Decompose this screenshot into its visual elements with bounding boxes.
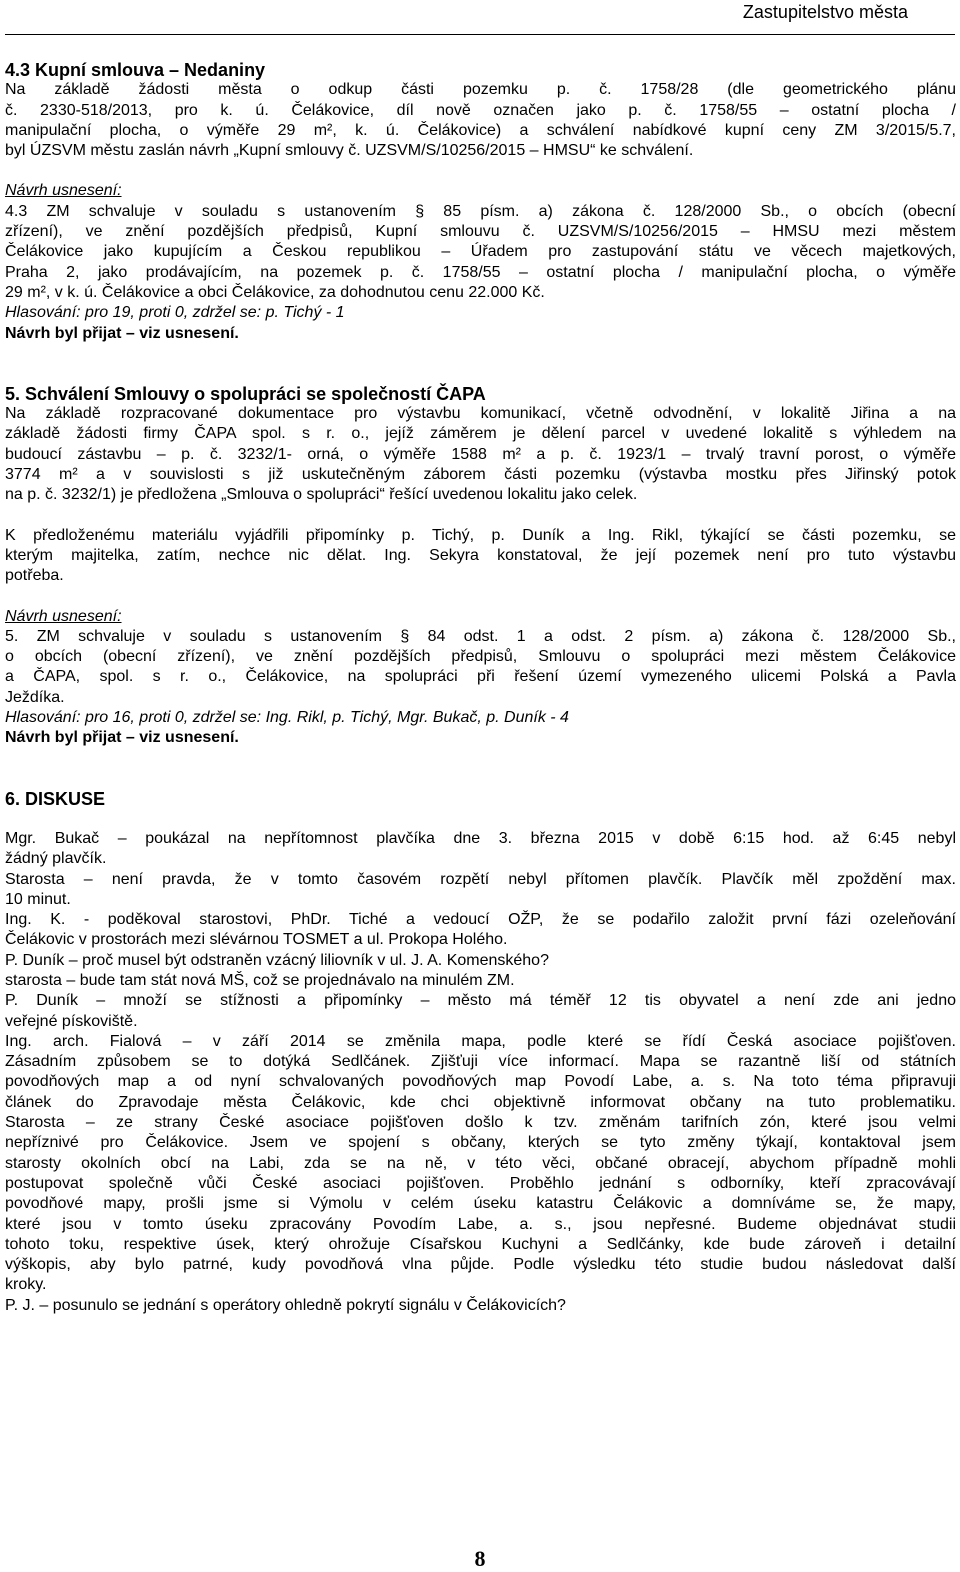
resolution-line: Ježdíka. [5, 688, 65, 706]
section-5-body-line: na p. č. 3232/1) je předložena „Smlouva o spolupráci“ řešící uvedenou lokalitu jako celek. [5, 486, 638, 504]
section-4-3-body-line: manipulační plocha, o výměře 29 m², k. ú. Čelákovice) a schválení nabídkové kupní ceny ZM 3/2015/5.7, [5, 121, 956, 139]
discussion-line: Čelákovic v prostorách mezi slévárnou TOSMET a ul. Prokopa Holého. [5, 931, 508, 949]
discussion-line: Ing. arch. Fialová – v září 2014 se změnila mapa, podle které se řídí Česká asociace pojišťoven. [5, 1032, 956, 1050]
resolution-line: Čelákovice jako kupujícím a Českou republikou – Úřadem pro zastupování státu ve věcech majetkových, [5, 243, 956, 261]
section-4-3-body-line: Na základě žádosti města o odkup části pozemku p. č. 1758/28 (dle geometrického plánu [5, 81, 956, 99]
section-5-body-line: budoucí zástavbu – p. č. 3232/1- orná, o výměře 1588 m² a p. č. 1923/1 – trvalý travní porost, o výměře [5, 445, 956, 463]
resolution-line: a ČAPA, spol. s r. o., Čelákovice, na spolupráci při řešení území vymezeného ulicemi Polská a Pavla [5, 668, 956, 686]
discussion-line: nepříznivé pro Čelákovice. Jsem ve spojení s občany, kterých se tyto změny týkají, kontaktoval jsem [5, 1134, 956, 1152]
section-5-comment-line: K předloženému materiálu vyjádřili připomínky p. Tichý, p. Duník a Ing. Rikl, týkající se části pozemku, se [5, 526, 956, 544]
discussion-line: Mgr. Bukač – poukázal na nepřítomnost plavčíka dne 3. března 2015 v době 6:15 hod. až 6:45 nebyl [5, 829, 956, 847]
resolution-line: 29 m², v k. ú. Čelákovice a obci Čelákovice, za dohodnutou cenu 22.000 Kč. [5, 283, 545, 301]
discussion-line: Ing. K. - poděkoval starostovi, PhDr. Tiché a vedoucí OŽP, že se podařilo založit první fázi ozeleňování [5, 911, 956, 929]
discussion-line: P. Duník – proč musel být odstraněn vzácný liliovník v ul. J. A. Komenského? [5, 951, 549, 969]
section-4-3-heading: 4.3 Kupní smlouva – Nedaniny [5, 60, 266, 80]
section-5-body-line: základě žádosti firmy ČAPA spol. s r. o., jejíž záměrem je dělení parcel v uvedené lokalitě s výhledem na [5, 425, 956, 443]
discussion-line: P. Duník – množí se stížnosti a připomínky – město má téměř 12 tis obyvatel a není zde ani jedno [5, 992, 956, 1010]
vote-result: Hlasování: pro 16, proti 0, zdržel se: Ing. Rikl, p. Tichý, Mgr. Bukač, p. Duník - 4 [5, 709, 569, 727]
document-header: Zastupitelstvo města [742, 2, 908, 22]
proposal-label: Návrh usnesení: [5, 607, 122, 625]
discussion-line: Starosta – ze strany České asociace pojišťoven došlo k tzv. změnám tarifních zón, které jsou velmi [5, 1114, 956, 1132]
proposal-outcome: Návrh byl přijat – viz usnesení. [5, 729, 239, 747]
vote-result: Hlasování: pro 19, proti 0, zdržel se: p. Tichý - 1 [5, 304, 345, 322]
discussion-line: Zásadním způsobem se to dotýká Sedlčánek. Zjišťuji více informací. Mapa se razantně liší od státních [5, 1053, 956, 1071]
section-5-comment-line: kterým majitelka, zatím, nechce nic dělat. Ing. Sekyra konstatoval, že její pozemek není pro tuto výstavbu [5, 546, 956, 564]
discussion-line: povodňové mapy, prošli jsme si Výmolu v celém úseku katastru Čelákovic a domníváme se, že mapy, [5, 1195, 956, 1213]
section-4-3-body-line: byl ÚZSVM městu zaslán návrh „Kupní smlouvy č. UZSVM/S/10256/2015 – HMSU“ ke schválení. [5, 142, 694, 160]
page-number: 8 [474, 1546, 486, 1571]
discussion-line: postupovat společně vůči České asociaci pojišťoven. Proběhlo jednání s odborníky, kteří zpracovávají [5, 1174, 956, 1192]
discussion-line: starosty okolních obcí na Labi, zda se na ně, v této věci, občané obracejí, abychom případně mohli [5, 1154, 956, 1172]
resolution-line: zřízení), ve znění pozdějších předpisů, Kupní smlouvu č. UZSVM/S/10256/2015 – HMSU mezi městem [5, 223, 956, 241]
discussion-line: starosta – bude tam stát nová MŠ, což se projednávalo na minulém ZM. [5, 971, 515, 989]
section-5-heading: 5. Schválení Smlouvy o spolupráci se společností ČAPA [5, 383, 486, 404]
discussion-line: veřejné pískoviště. [5, 1012, 138, 1030]
document-body [5, 60, 956, 1316]
discussion-line: povodňových map a od nyní schvalovaných povodňových map Povodí Labe, a. s. Na toto téma připravuji [5, 1073, 956, 1091]
discussion-line: kroky. [5, 1276, 47, 1294]
discussion-line: které jsou v tomto úseku zpracovány Povodím Labe, a. s., jsou nepřesné. Budeme objednávat studii [5, 1215, 956, 1233]
section-5-body-line: 3774 m² a v souvislosti s již uskutečněným záborem části pozemku (výstavba mostku přes Jiřinský potok [5, 466, 956, 484]
discussion-line: výškopis, aby bylo patrné, kudy povodňová vlna půjde. Podle výsledku této studie budou následovat další [5, 1256, 956, 1274]
section-6-heading: 6. DISKUSE [5, 788, 106, 809]
discussion-line: tohoto toku, respektive úsek, který ohrožuje Císařskou Kuchyni a Sedlčánky, kde bude zároveň i detailní [5, 1235, 956, 1253]
header-rule [5, 34, 955, 35]
proposal-label: Návrh usnesení: [5, 182, 122, 200]
resolution-line: o obcích (obecní zřízení), ve znění pozdějších předpisů, Smlouvu o spolupráci mezi městem Čelákovice [5, 648, 956, 666]
discussion-line: žádný plavčík. [5, 850, 107, 868]
resolution-line: 5. ZM schvaluje v souladu s ustanovením § 84 odst. 1 a odst. 2 písm. a) zákona č. 128/2000 Sb., [5, 627, 956, 645]
section-4-3-body-line: č. 2330-518/2013, pro k. ú. Čelákovice, díl nově označen jako p. č. 1758/55 – ostatní plocha / [5, 101, 956, 119]
resolution-line: Praha 2, jako prodávajícím, na pozemek p. č. 1758/55 – ostatní plocha / manipulační plocha, o výměře [5, 263, 956, 281]
discussion-line: 10 minut. [5, 890, 71, 908]
discussion-line: P. J. – posunulo se jednání s operátory ohledně pokrytí signálu v Čelákovicích? [5, 1296, 566, 1314]
discussion-line: Starosta – není pravda, že v tomto časovém rozpětí nebyl přítomen plavčík. Plavčík měl zpoždění max. [5, 870, 956, 888]
section-5-body-line: Na základě rozpracované dokumentace pro výstavbu komunikací, včetně odvodnění, v lokalitě Jiřina a na [5, 405, 956, 423]
proposal-outcome: Návrh byl přijat – viz usnesení. [5, 324, 239, 342]
resolution-line: 4.3 ZM schvaluje v souladu s ustanovením § 85 písm. a) zákona č. 128/2000 Sb., o obcích (obecní [5, 202, 956, 220]
section-5-comment-line: potřeba. [5, 567, 64, 585]
discussion-line: článek do Zpravodaje města Čelákovic, kde chci objektivně informovat občany na tuto problematiku. [5, 1093, 956, 1111]
